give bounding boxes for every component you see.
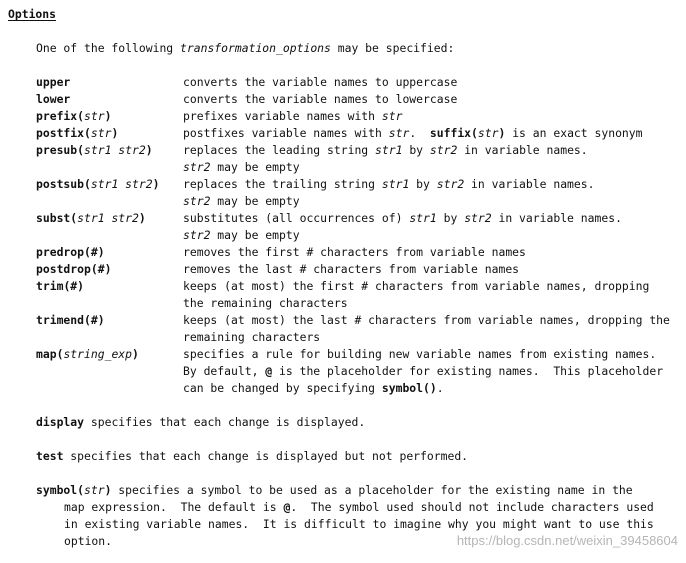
option-presub-note: str2 may be empty (183, 160, 300, 174)
option-symbol: symbol(str) specifies a symbol to be used as a placeholder for the existing name in the (36, 483, 633, 497)
option-display: display specifies that each change is displayed. (36, 415, 366, 429)
option-predrop-name: predrop(#) (36, 245, 105, 259)
option-map-desc-cont2: can be changed by specifying symbol(). (183, 381, 444, 395)
option-presub-desc: replaces the leading string str1 by str2 in variable names. (183, 143, 588, 157)
option-upper-desc: converts the variable names to uppercase (183, 75, 458, 89)
option-postdrop-name: postdrop(#) (36, 262, 112, 276)
option-symbol-cont3: option. (64, 534, 113, 548)
option-trim-name: trim(#) (36, 279, 85, 293)
option-upper-name: upper (36, 75, 71, 89)
option-lower-desc: converts the variable names to lowercase (183, 92, 458, 106)
option-predrop-desc: removes the first # characters from variable names (183, 245, 526, 259)
intro-line: One of the following transformation_options may be specified: (36, 41, 455, 55)
option-subst-name: subst(str1 str2) (36, 211, 146, 225)
option-map-desc-cont: By default, @ is the placeholder for existing names. This placeholder (183, 364, 664, 378)
option-postsub-name: postsub(str1 str2) (36, 177, 160, 191)
option-map-name: map(string_exp) (36, 347, 139, 361)
option-postdrop-desc: removes the last # characters from variable names (183, 262, 520, 276)
option-trimend-desc-cont: remaining characters (183, 330, 321, 344)
option-lower-name: lower (36, 92, 71, 106)
option-trim-desc-cont: the remaining characters (183, 296, 348, 310)
option-subst-desc: substitutes (all occurrences of) str1 by str2 in variable names. (183, 211, 622, 225)
option-map-desc: specifies a rule for building new variable names from existing names. (183, 347, 657, 361)
option-postfix-desc: postfixes variable names with str. suffix(str) is an exact synonym (183, 126, 643, 140)
option-postsub-note: str2 may be empty (183, 194, 300, 208)
section-heading: Options (8, 7, 57, 21)
option-trimend-name: trimend(#) (36, 313, 105, 327)
option-prefix-desc: prefixes variable names with str (183, 109, 403, 123)
option-trimend-desc: keeps (at most) the last # characters from variable names, dropping the (183, 313, 670, 327)
option-presub-name: presub(str1 str2) (36, 143, 153, 157)
option-subst-note: str2 may be empty (183, 228, 300, 242)
option-symbol-cont: map expression. The default is @. The symbol used should not include characters used (64, 500, 654, 514)
option-symbol-cont2: in existing variable names. It is difficult to imagine why you might want to use this (64, 517, 654, 531)
option-postsub-desc: replaces the trailing string str1 by str2 in variable names. (183, 177, 595, 191)
watermark: https://blog.csdn.net/weixin_39458604 (456, 533, 678, 548)
option-postfix-name: postfix(str) (36, 126, 119, 140)
option-prefix-name: prefix(str) (36, 109, 112, 123)
option-test: test specifies that each change is displayed but not performed. (36, 449, 469, 463)
option-trim-desc: keeps (at most) the first # characters from variable names, dropping (183, 279, 650, 293)
